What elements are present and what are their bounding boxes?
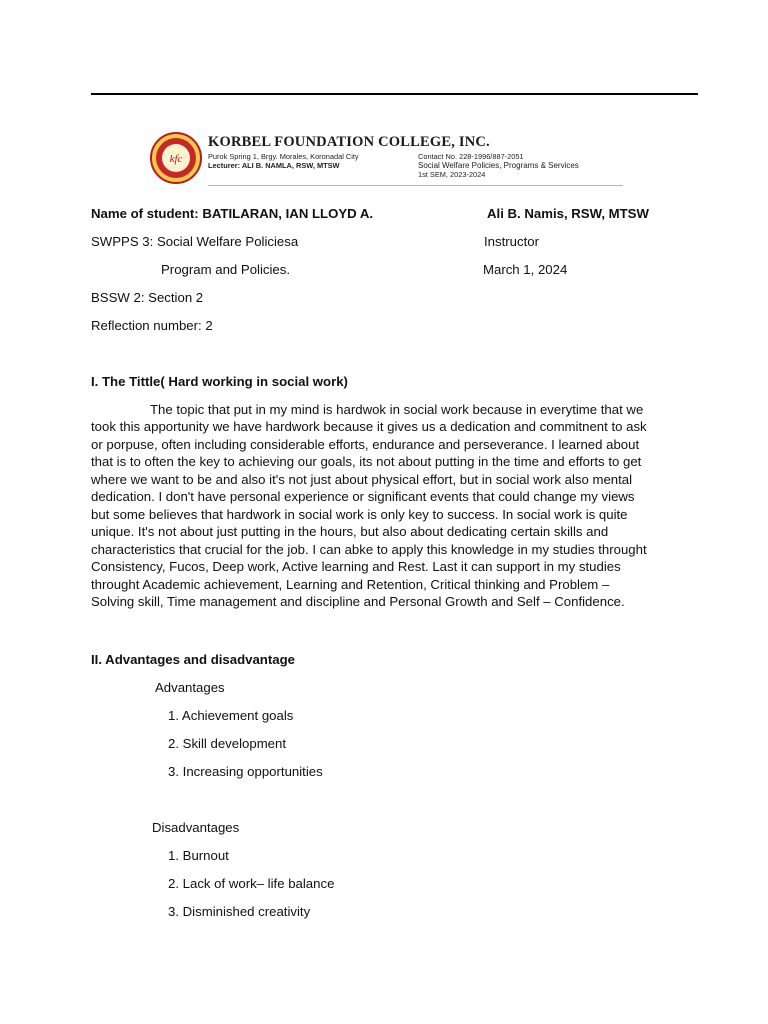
instructor-label: Instructor <box>484 234 539 249</box>
disadvantages-label: Disadvantages <box>152 820 240 835</box>
section-1-heading: I. The Tittle( Hard working in social work) <box>91 374 348 389</box>
advantage-item: 3. Increasing opportunities <box>168 764 323 779</box>
advantage-item: 2. Skill development <box>168 736 287 751</box>
college-address: Purok Spring 1, Brgy. Morales, Koronadal City <box>208 152 359 161</box>
reflection-number: Reflection number: 2 <box>91 318 213 333</box>
college-name: KORBEL FOUNDATION COLLEGE, INC. <box>208 134 490 150</box>
lecturer-line: Lecturer: ALI B. NAMLA, RSW, MTSW <box>208 161 340 170</box>
advantage-item: 1. Achievement goals <box>168 708 294 723</box>
instructor-name: Ali B. Namis, RSW, MTSW <box>487 206 649 221</box>
paragraph-line: The topic that put in my mind is hardwok in social work because in everytime that we <box>150 402 644 417</box>
course-line-1: SWPPS 3: Social Welfare Policiesa <box>91 234 299 249</box>
paragraph-line: dedication. I don't have personal experience or significant events that could change my views <box>91 489 635 505</box>
paragraph-line: unique. It's not about just putting in the hours, but also about dedicating certain skills and <box>91 524 609 540</box>
course-line-2: Program and Policies. <box>161 262 291 277</box>
college-letterhead <box>148 128 622 188</box>
date: March 1, 2024 <box>483 262 568 277</box>
contact-number: Contact No. 228-1996/887-2051 <box>418 152 524 161</box>
section-2-heading: II. Advantages and disadvantage <box>91 652 295 667</box>
student-name: Name of student: BATILARAN, IAN LLOYD A. <box>91 206 374 221</box>
semester: 1st SEM, 2023-2024 <box>418 170 486 179</box>
top-rule <box>91 93 698 95</box>
paragraph-line: where we want to be and also it's not just about physical effort, but in social work also mental <box>91 471 633 487</box>
paragraph-line: took this apportunity we have hardwork because it gives us a dedication and commitnent to ask <box>91 419 647 435</box>
reflection-paragraph <box>91 401 681 610</box>
advantages-label: Advantages <box>155 680 225 695</box>
disadvantage-item: 2. Lack of work– life balance <box>168 876 335 891</box>
course-title: Social Welfare Policies, Programs & Services <box>418 161 579 170</box>
paragraph-line: or porpuse, often including considerable efforts, endurance and perseverance. I learned about <box>91 436 640 452</box>
paragraph-line: but some believes that hardwork in social work is only key to success. In social work is quite <box>91 506 628 522</box>
disadvantage-item: 3. Disminished creativity <box>168 904 311 919</box>
paragraph-line: characteristics that crucial for the job. I can abke to apply this knowledge in my studies throught <box>91 541 647 557</box>
paragraph-line: throught Academic achievement, Learning and Retention, Critical thinking and Problem – <box>91 576 610 592</box>
college-seal-logo <box>150 132 202 184</box>
section-line: BSSW 2: Section 2 <box>91 290 204 305</box>
paragraph-line: Consistency, Fucos, Deep work, Active learning and Rest. Last it can support in my studies <box>91 559 621 575</box>
seal-text: kfc <box>169 153 183 165</box>
header-divider <box>208 185 623 186</box>
paragraph-line: Solving skill, Time management and discipline and Personal Growth and Self – Confidence. <box>91 593 625 609</box>
disadvantage-item: 1. Burnout <box>168 848 229 863</box>
paragraph-line: that is to often the key to achieving our goals, its not about putting in the time and efforts to get <box>91 454 642 470</box>
